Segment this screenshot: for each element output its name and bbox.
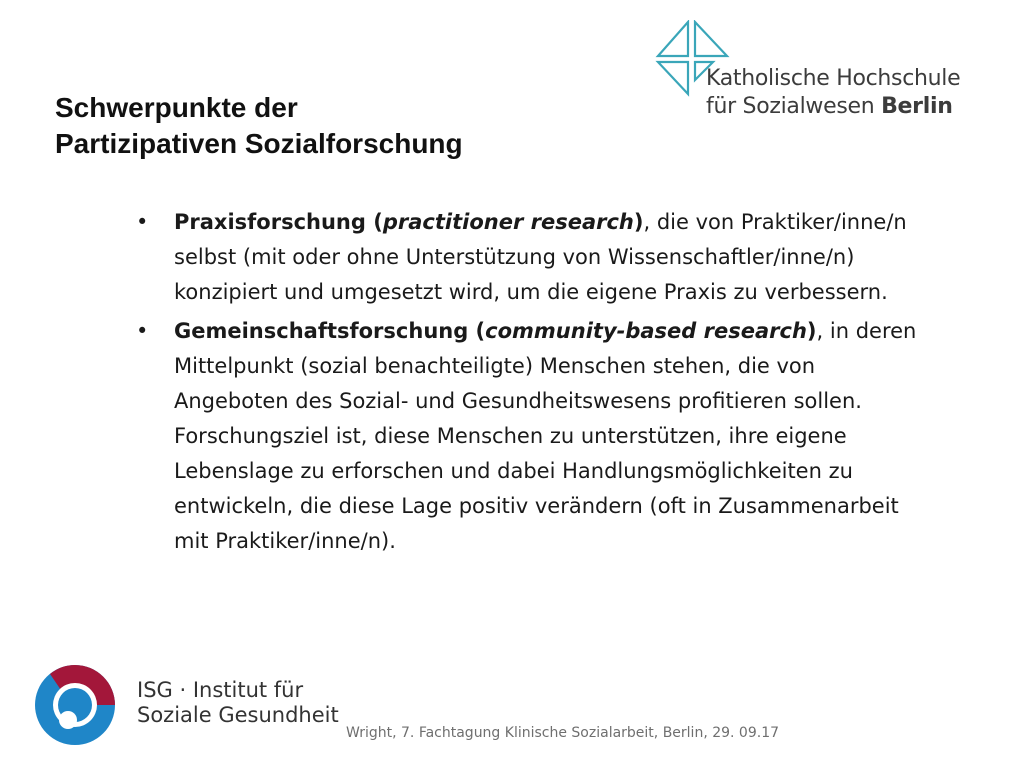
bullet-text: , in deren Mittelpunkt (sozial benachteiligte) Menschen stehen, die von Angeboten des Sozial- und Gesundheitswesens profitieren sollen. Forschungsziel ist, diese Menschen zu unterstützen, ihre eigene Lebenslage zu erforschen und dabei Handlungsmöglichkeiten zu entwickeln, die diese Lage positiv verändern (oft in Zusammenarbeit mit Praktiker/inne/n). [174, 319, 917, 553]
slide-title-line-1: Schwerpunkte der [55, 92, 298, 123]
footer-citation: Wright, 7. Fachtagung Klinische Sozialarbeit, Berlin, 29. 09.17 [346, 725, 780, 741]
bullet-paren-close: ) [633, 210, 644, 234]
bullet-term: Praxisforschung [174, 210, 366, 234]
bullet-dot: • [136, 210, 149, 234]
khsb-logo [655, 20, 985, 124]
isg-name-line-1: ISG · Institut für [137, 678, 304, 702]
isg-name-line-2: Soziale Gesundheit [137, 703, 339, 727]
slide-title [55, 90, 615, 162]
bullet-list [130, 205, 930, 563]
bullet-paren-close: ) [806, 319, 817, 343]
bullet-item-gemeinschaftsforschung [130, 314, 930, 559]
bullet-text: , die von Praktiker/inne/n selbst (mit oder ohne Unterstützung von Wissenschaftler/inne/n) konzipiert und umgesetzt wird, um die eigene Praxis zu verbessern. [174, 210, 907, 304]
bullet-dot: • [136, 319, 149, 343]
bullet-term: Gemeinschaftsforschung [174, 319, 469, 343]
isg-logo [30, 660, 350, 750]
bullet-paren-open: ( [468, 319, 486, 343]
slide-title-line-2: Partizipativen Sozialforschung [55, 128, 463, 159]
isg-logo-icon [30, 660, 120, 750]
khsb-name-line-1: Katholische Hochschule [706, 66, 961, 91]
khsb-name-line-2 [706, 93, 960, 121]
bullet-term-english: community-based research [485, 319, 807, 343]
khsb-name-regular: für Sozialwesen [706, 94, 882, 119]
khsb-name-bold: Berlin [881, 94, 953, 119]
bullet-item-praxisforschung [130, 205, 930, 310]
isg-wordmark [137, 678, 339, 728]
bullet-paren-open: ( [365, 210, 383, 234]
bullet-term-english: practitioner research [382, 210, 634, 234]
khsb-wordmark [706, 65, 960, 121]
